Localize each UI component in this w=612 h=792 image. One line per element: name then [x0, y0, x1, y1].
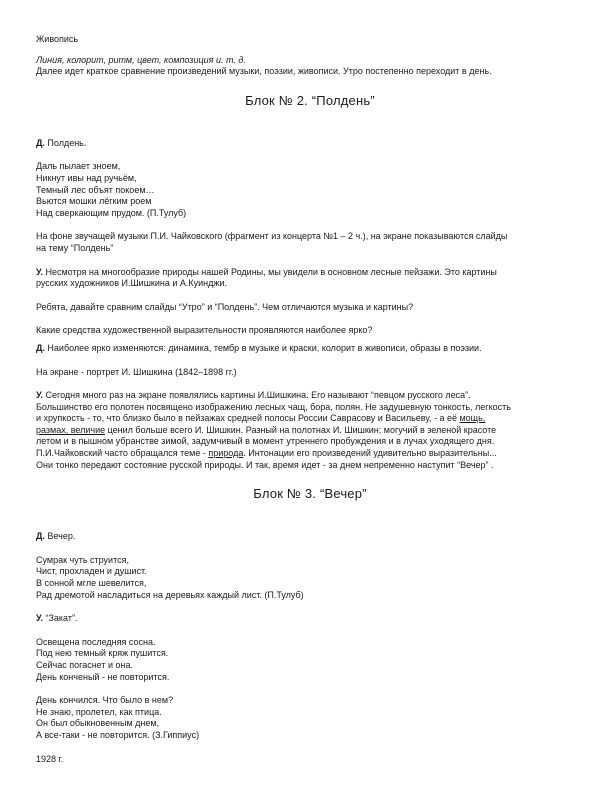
speaker-u-label: У. — [36, 390, 43, 401]
u2-text: П.И.Чайковский часто обращался теме - — [36, 448, 209, 459]
intro-title: Живопись — [36, 34, 79, 44]
block2-poem — [36, 161, 584, 219]
poem-line: Темный лес объят покоем… — [36, 184, 155, 195]
block3-u-line — [36, 613, 584, 625]
u2-line — [36, 448, 584, 460]
u2-text: . Интонации его произведений удивительно выразительны... — [243, 448, 497, 459]
u-line — [36, 267, 584, 279]
poem-line: Чист, прохладен и душист. — [36, 566, 147, 577]
underlined-text: размах, величие — [36, 424, 106, 435]
block3-poem-1 — [36, 555, 584, 601]
speaker-u-label: У. — [36, 613, 43, 624]
u2-text: ценил больше всего И. Шишкин. Разный на полотнах И. Шишкин; могучий в зеленой красоте — [105, 424, 497, 435]
u2-text: Сегодня много раз на экране появлялись картины И.Шишкина. Его называют “певцом русского леса”. — [42, 390, 471, 401]
poem-line: В сонной мгле шевелится, — [36, 578, 147, 589]
block2-music-note — [36, 231, 584, 254]
poem-line: Сейчас погаснет и она. — [36, 660, 134, 670]
portrait-note: На экране - портрет И. Шишкина (1842–1898 гг.) — [36, 366, 237, 377]
u2-line: Они тонко передают состояние русской природы. И так, время идет - за днем непременно наступит “Вечер” . — [36, 459, 494, 470]
u2-line: Большинство его полотен посвящено изображению лесных чащ, бора, полян. Не задушевную тонкость, легкость — [36, 401, 511, 412]
poem-line: Рад дремотой насладиться на деревьях каждый лист. (П.Тулуб) — [36, 589, 304, 600]
u2-line — [36, 425, 584, 437]
block3-poem-2a — [36, 637, 584, 683]
intro-text: Далее идет краткое сравнение произведений музыки, поэзии, живописи. Утро постепенно переходит в день. — [36, 66, 492, 77]
poem-line: Освещена последняя сосна. — [36, 636, 156, 647]
block3-heading: Блок № 3. “Вечер” — [253, 486, 367, 502]
block3-d-line — [36, 531, 584, 543]
block2-u2-paragraph — [36, 390, 584, 471]
underlined-text: природа — [208, 448, 244, 459]
poem-line: Даль пылает зноем, — [36, 161, 121, 172]
poem-line: День конченый - не повторится. — [36, 671, 170, 682]
question-1: Ребята, давайте сравним слайды “Утро” и “Полдень”. Чем отличаются музыка и картины? — [36, 301, 414, 312]
block3-d-text: Вечер. — [44, 531, 76, 542]
block2-d-line — [36, 138, 584, 150]
poem-line: Сумрак чуть струится, — [36, 554, 129, 565]
music-note-line: На фоне звучащей музыки П.И. Чайковского (фрагмент из концерта №1 – 2 ч.), на экране показываются слайды — [36, 231, 508, 242]
poem-year: 1928 г. — [36, 753, 64, 764]
poem-line: Вьются мошки лёгким роем — [36, 196, 152, 207]
u-text: Несмотря на многообразие природы нашей Родины, мы увидели в основном лесные пейзажи. Это картины — [42, 266, 497, 277]
speaker-d-label: Д. — [36, 137, 45, 148]
block2-d2-line — [36, 343, 584, 355]
poem-line: Над сверкающим прудом. (П.Тулуб) — [36, 207, 187, 218]
speaker-u-label: У. — [36, 266, 43, 277]
speaker-d-label: Д. — [36, 531, 45, 542]
u2-line — [36, 390, 584, 402]
intro-terms: Линия, колорит, ритм, цвет, композиция и. т. д. — [36, 54, 246, 65]
u2-text: и хрупкость - то, что близко было в пейзажах средней полосы России Саврасову и Васильеву, - а её — [36, 413, 460, 424]
poem-line: День кончился. Что было в нем? — [36, 695, 174, 706]
block2-d-text: Полдень. — [44, 137, 87, 148]
underlined-text: мощь, — [459, 413, 486, 424]
u2-line: летом и в пышном убранстве зимой, задумчивый в момент утреннего пробуждения и в лучах уходящего дня. — [36, 436, 495, 447]
u2-line — [36, 413, 584, 425]
music-note-line: на тему “Полдень” — [36, 242, 114, 253]
block2-heading: Блок № 2. “Полдень” — [245, 92, 375, 108]
document-page — [36, 34, 584, 771]
poem-line: Под нею темный кряж пушится. — [36, 648, 169, 659]
d2-text: Наиболее ярко изменяются: динамика, тембр в музыке и краски, колорит в живописи, образы в поэзии. — [44, 342, 482, 353]
poem-line: А все-таки - не повторится. (З.Гиппиус) — [36, 729, 200, 740]
block2-u-paragraph — [36, 267, 584, 290]
block3-poem-2b — [36, 695, 584, 741]
question-2: Какие средства художественной выразительности проявляются наиболее ярко? — [36, 325, 373, 336]
speaker-d-label: Д. — [36, 342, 45, 353]
poem-line: Не знаю, пролетел, как птица. — [36, 706, 162, 717]
block3-u-text: “Закат”. — [42, 613, 78, 624]
poem-line: Он был обыкновенным днем, — [36, 718, 160, 729]
u-text: русских художников И.Шишкина и А.Куинджи. — [36, 278, 227, 289]
poem-line: Никнут ивы над ручьём, — [36, 172, 137, 183]
